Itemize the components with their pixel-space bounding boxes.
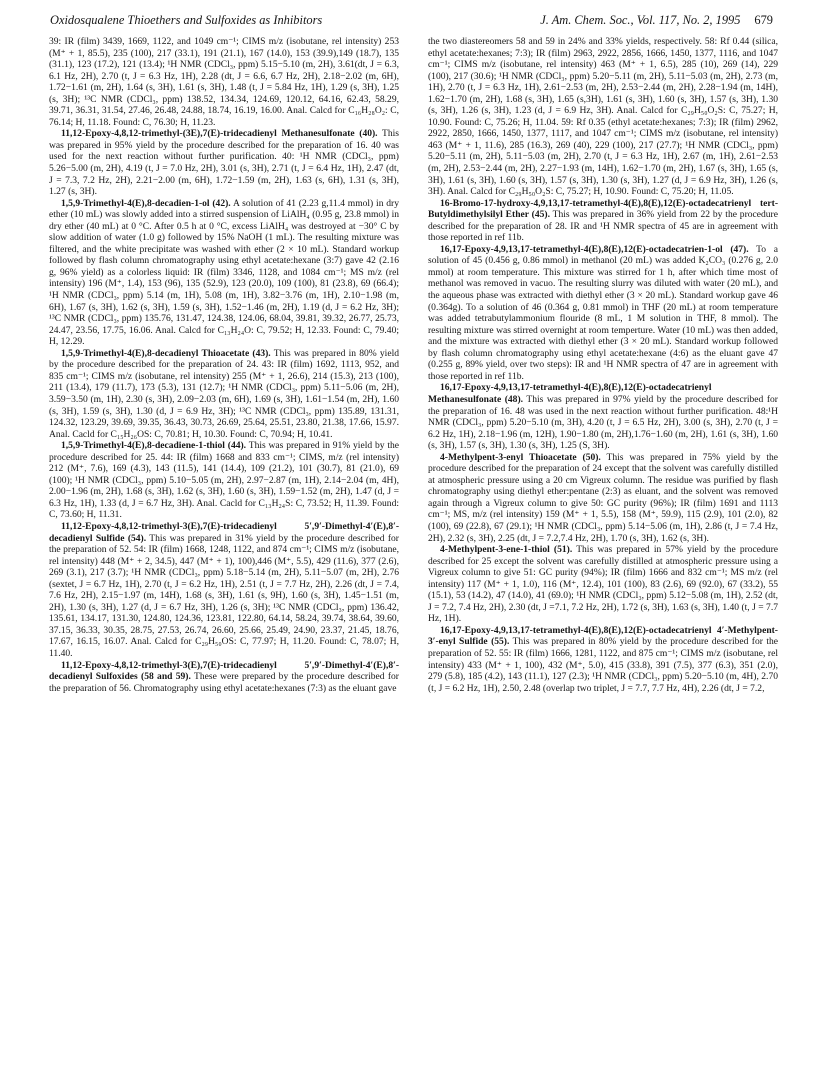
paragraph-heading: 11,12-Epoxy-4,8,12-trimethyl-3(E),7(E)-tridecadienyl 5′,9′-Dimethyl-4′(E),8′-decadienyl Sulfide (54). xyxy=(49,520,399,544)
paragraph-heading: 4-Methylpent-3-ene-1-thiol (51). xyxy=(440,544,573,556)
paragraph xyxy=(428,544,778,625)
paragraph-heading: 16,17-Epoxy-4,9,13,17-tetramethyl-4(E),8(E),12(E)-octadecatrienyl 4′-Methylpent-3′-enyl Sulfide (55). xyxy=(428,624,778,648)
left-column xyxy=(49,36,399,1056)
paragraph xyxy=(49,660,399,695)
paragraph xyxy=(428,244,778,383)
paragraph xyxy=(49,198,399,348)
paragraph-text: This was prepared in 31% yield by the procedure described for the preparation of 52. 54: IR (film) 1668, 1248, 1122, and 874 cm⁻¹; CIMS m/z (isobutane, rel intensity) 448 (M⁺ + 2, 34.5), 447 (M⁺ + 1), 100),446 (M⁺, 5.5), 429 (11.6), 377 (2.6), 269 (3.1), 217 (3.7); ¹H NMR (CDCl₃, ppm) 5.18−5.14 (m, 2H), 5.11−5.07 (m, 2H), 2.76 (sextet, J = 6.7 Hz, 1H), 2.70 (t, J = 6.2 Hz, 1H), 2.51 (t, J = 7.7 Hz, 2H), 2.26 (dt, J = 7.4, 7.6 Hz, 2H), 2.15−1.97 (m, 14H), 1.68 (s, 3H), 1.61 (s, 9H), 1.60 (s, 3H), 1.45−1.51 (m, 2H), 1.30 (s, 3H), 1.27 (d, J = 6.7 Hz, 3H), 1.26 (s, 3H); ¹³C NMR (CDCl₃, ppm) 136.42, 135.61, 134.17, 131.30, 124.80, 124.36, 123.81, 122.80, 64.14, 58.24, 39.74, 38.64, 39.60, 37.15, 36.33, 30.35, 28.75, 27.53, 26.74, 26.60, 25.66, 25.49, 24.90, 23.37, 21.45, 18.76, 17.67, 16.15, 16.07. Anal. Calcd for C₂₉H₅₀OS: C, 77.97; H, 11.20. Found: C, 78.07; H, 11.40. xyxy=(49,532,399,659)
paragraph-text: This was prepared in 36% yield from 22 by the procedure described for the preparation of 28. IR and ¹H NMR spectra of 45 are in agreement with those reported in ref 11b. xyxy=(428,209,778,244)
paragraph-heading: 4-Methylpent-3-enyl Thioacetate (50). xyxy=(440,451,601,463)
paragraph-heading: 11,12-Epoxy-4,8,12-trimethyl-3(E),7(E)-tridecadienyl 5′,9′-Dimethyl-4′(E),8′-decadienyl Sulfoxides (58 and 59). xyxy=(49,659,399,683)
paragraph-text: To a solution of 45 (0.456 g, 0.86 mmol) in methanol (20 mL) was added K₂CO₃ (0.276 g, 2.0 mmol) at room temperature. This mixture was stirred for 1 h, after which time most of methanol was removed in vacuo. The resulting slurry was diluted with water (20 mL), and the aqueous phase was extracted with diethyl ether (3 × 20 mL). Standard workup gave 46 (0.364g). To a solution of 46 (0.364 g, 0.81 mmol) in THF (20 mL) at room temperature was added tetrabutylammonium flouride (8 mL, 1 M solution in THF, 8 mmol). The resulting mixture was stirred overnight at room temperture. Water (10 mL) was then added, and the mixture was extracted with diethyl ether (3 × 20 mL). Standard workup followed by flash column chromatography using ethyl acetate:hexane (4:6) as the eluant gave 47 (0.255 g, 89% yield, over two steps): IR and ¹H NMR spectra of 47 are in agreement with those reported in ref 11b. xyxy=(428,243,778,382)
running-head xyxy=(50,12,773,28)
paragraph xyxy=(49,521,399,660)
paragraph-text: A solution of 41 (2.23 g,11.4 mmol) in dry ether (10 mL) was slowly added into a stirred suspension of LiAlH₄ (0.95 g, 23.8 mmol) in dry ether (40 mL) at 0 °C. After 0.5 h at 0 °C, excess LiAlH₄ was destroyed at −30° C by slow addition of water (1.0 g) followed by 15% NaOH (1 mL). The resulting mixture was filtered, and the white precipitate was washed with ether (2 × 10 mL). Standard workup followed by flash column chromatography using ethyl acetate:hexane (3:7) gave 42 (2.16 g, 96% yield) as a colorless liquid: IR (film) 3346, 1128, and 1084 cm⁻¹; MS m/z (rel intensity) 196 (M⁺, 1.4), 153 (96), 135 (52.9), 123 (20.0), 109 (100), 81 (23.8), 69 (66.4); ¹H NMR (CDCl₃, ppm) 5.14 (m, 1H), 5.08 (m, 1H), 3.82−3.76 (m, 1H), 2.10−1.98 (m, 6H), 1.67 (s, 3H), 1.62 (s, 3H), 1.59 (s, 3H), 1.52−1.46 (m, 2H), 1.19 (d, J = 6.2 Hz, 3H); ¹³C NMR (CDCl₃, ppm) 135.76, 131.47, 124.38, 124.06, 68.04, 39.81, 39.32, 26.77, 25.73, 24.47, 23.56, 17.75, 16.06. Anal. Calcd for C₁₃H₂₄O: C, 79.52; H, 12.33. Found: C, 79.40; H, 12.29. xyxy=(49,197,399,348)
paragraph-text: This was prepared in 75% yield by the procedure described for the preparation of 24 except that the solvent was carefully distilled at atmospheric pressure using a 20 cm Vigreux column. The residue was purified by flash chromatography using diethyl ether:pentane (2:3) as eluant, and the solvent was removed again through a Vigreux column to give 50: GC purity (96%); IR (film) 1691 and 1113 cm⁻¹; MS, m/z (rel intensity) 159 (M⁺ + 1, 5.5), 158 (M⁺, 59.9), 115 (2.9), 101 (2.0), 82 (100), 69 (22.8), 67 (29.1); ¹H NMR (CDCl₃, ppm) 5.14−5.06 (m, 1H), 2.86 (t, J = 7.4 Hz, 2H), 2.32 (s, 3H), 2.25 (dt, J = 7.2,7.4 Hz, 2H), 1.70 (s, 3H), 1.62 (s, 3H). xyxy=(428,451,778,544)
paragraph-heading: 11,12-Epoxy-4,8,12-trimethyl-(3E),7(E)-tridecadienyl Methanesulfonate (40). xyxy=(61,128,378,140)
paragraph xyxy=(428,382,778,451)
paragraph-heading: 1,5,9-Trimethyl-4(E),8-decadien-1-ol (42). xyxy=(61,197,231,209)
paragraph-heading: 16,17-Epoxy-4,9,13,17-tetramethyl-4(E),8(E),12(E)-octadecatrien-1-ol (47). xyxy=(440,243,749,255)
paragraph xyxy=(49,440,399,521)
paragraph-text: This was prepared in 57% yield by the procedure described for 25 except the solvent was carefully distilled at atmospheric pressure using a Vigreux column to give 51: GC purity (94%); IR (film) 1666 and 832 cm⁻¹; MS m/z (rel intensity) 117 (M⁺ + 1, 1.0), 116 (M⁺, 12.4), 101 (100), 83 (2.6), 69 (92.0), 67 (33.2), 55 (15.1), 53 (14.2), 47 (14.0), 41 (69.0); ¹H NMR (CDCl₃, ppm) 5.12−5.08 (m, 1H), 2.52 (dt, J = 7.2, 7.4 Hz, 2H), 2.30 (dt, J =7.1, 7.2 Hz, 2H), 1.72 (s, 3H), 1.63 (s, 3H), 1.40 (t, J = 7.7 Hz, 1H). xyxy=(428,544,778,625)
paragraph xyxy=(428,198,778,244)
paragraph-text: This was prepared in 97% yield by the procedure described for the preparation of 16. 48 was used in the next reaction without further purification. 48:¹H NMR (CDCl₃, ppm) 5.20−5.10 (m, 3H), 4.20 (t, J = 6.5 Hz, 2H), 3.00 (s, 3H), 2.70 (t, J = 6.2 Hz, 1H), 2.18−1.96 (m, 12H), 1.90−1.80 (m, 2H),1.76−1.60 (m, 2H), 1.61 (s, 3H), 1.60 (s, 3H), 1.57 (s, 3H), 1.30 (s, 3H), 1.25 (S, 3H). xyxy=(428,393,778,452)
paragraph xyxy=(428,625,778,694)
paragraph-text: This was prepared in 91% yield by the procedure described for 25. 44: IR (film) 1668 and 833 cm⁻¹; CIMS, m/z (rel intensity) 212 (M⁺, 7.6), 169 (4.3), 143 (11.5), 141 (14.4), 109 (21.2), 101 (30.7), 81 (21.0), 69 (100); ¹H NMR (CDCl₃, ppm) 5.10−5.05 (m, 2H), 2.97−2.87 (m, 1H), 2.14−2.04 (m, 4H), 2.00−1.96 (m, 2H), 1.68 (s, 3H), 1.62 (s, 3H), 1.60 (s, 3H), 1.59−1.52 (m, 2H), 1.47 (d, J = 6.3 Hz, 1H), 1.33 (d, J = 6.7 Hz, 3H). Anal. Cacld for C₁₃H₂₄S: C, 73.52; H, 11.39. Found: C, 73.60; H, 11.31. xyxy=(49,440,399,521)
paragraph-heading: 1,5,9-Trimethyl-4(E),8-decadiene-1-thiol (44). xyxy=(61,440,247,452)
paragraph xyxy=(49,36,399,128)
paragraph xyxy=(428,452,778,544)
paragraph xyxy=(49,128,399,197)
paragraph-text: the two diastereomers 58 and 59 in 24% and 33% yields, respectively. 58: Rf 0.44 (silica, ethyl acetate:hexanes; 7:3); IR (film) 2963, 2922, 2856, 1666, 1450, 1377, 1116, and 1047 cm⁻¹; CIMS m/z (isobutane, rel intensity) 463 (M⁺ + 1, 6.5), 285 (10), 269 (14), 229 (100), 217 (30.6); ¹H NMR (CDCl₃, ppm) 5.20−5.11 (m, 2H), 5.11−5.03 (m, 2H), 2.73 (m, 1H), 2.70 (t, J = 6.3 Hz, 1H), 2.61−2.53 (m, 2H), 2.53−2.44 (m, 2H), 2.28−1.94 (m, 14H), 1.62−1.70 (m, 2H), 1.68 (s, 3H), 1.65 (s,3H), 1.61 (s, 3H), 1.60 (s, 3H), 1.57 (s, 3H), 1.30 (s, 3H), 1.26 (s, 3H), 1.23 (d, J = 6.9 Hz, 3H). Anal. Calcd for C₂₉H₅₀O₂S: C, 75.27; H, 10.90. Found: C, 75.26; H, 11.04. 59: Rf 0.35 (ethyl acetate:hexanes; 7:3); IR (film) 2962, 2922, 2850, 1666, 1450, 1377, 1117, and 1047 cm⁻¹; CIMS m/z (isobutane, rel intensity) 463 (M⁺ + 1, 11.6), 285 (16.3), 269 (40), 229 (100), 217 (27.7); ¹H NMR (CDCl₃, ppm) 5.20−5.11 (m, 2H), 5.11−5.03 (m, 2H), 2.70 (t, J = 6.3 Hz, 1H), 2.67 (m, 1H), 2.61−2.53 (m, 2H), 2.53−2.44 (m, 2H), 2.27−1.93 (m, 14H), 1.62−1.70 (m, 2H), 1.67 (s, 3H), 1.65 (s, 3H), 1.61 (s, 3H), 1.60 (s, 3H), 1.57 (s, 3H), 1.30 (s, 3H), 1.27 (d, J = 6.9 Hz, 3H), 1.26 (s, 3H). Anal. Calcd for C₂₉H₅₀O₂S: C, 75.27; H, 10.90. Found: C, 75.20; H, 11.05. xyxy=(428,36,778,198)
citation-text: J. Am. Chem. Soc., Vol. 117, No. 2, 1995 xyxy=(540,13,741,27)
paragraph-heading: 16-Bromo-17-hydroxy-4,9,13,17-tetramethyl-4(E),8(E),12(E)-octadecatrienyl tert-Butyldimethylsilyl Ether (45). xyxy=(428,197,778,221)
journal-article-title: Oxidosqualene Thioethers and Sulfoxides as Inhibitors xyxy=(50,13,323,27)
journal-citation xyxy=(540,12,773,28)
paragraph-heading: 1,5,9-Trimethyl-4(E),8-decadienyl Thioacetate (43). xyxy=(61,347,271,359)
paragraph-text: This was prepared in 95% yield by the procedure described for the preparation of 16. 40 was used for the next reaction without further purification. 40: ¹H NMR (CDCl₃, ppm) 5.26−5.00 (m, 2H), 4.19 (t, J = 7.0 Hz, 2H), 3.01 (s, 3H), 2.71 (t, J = 6.4 Hz, 1H), 2.47 (dt, J = 7.3, 7.2 Hz, 2H), 2.21−2.00 (m, 6H), 1.72−1.59 (m, 2H), 1.63 (s, 6H), 1.31 (s, 3H), 1.27 (s, 3H). xyxy=(49,128,399,198)
paragraph-heading: 16,17-Epoxy-4,9,13,17-tetramethyl-4(E),8(E),12(E)-octadecatrienyl Methanesulfonate (48). xyxy=(428,382,712,405)
paragraph-text: These were prepared by the procedure described for the preparation of 56. Chromatography using ethyl acetate:hexanes (7:3) as the eluant gave xyxy=(49,671,399,694)
paragraph-text: 39: IR (film) 3439, 1669, 1122, and 1049 cm⁻¹; CIMS m/z (isobutane, rel intensity) 253 (M⁺ + 1, 85.5), 235 (100), 217 (33.1), 191 (21.1), 167 (14.0), 153 (39.9),149 (18.7), 135 (31.1), 123 (17.2), 121 (13.4); ¹H NMR (CDCl₃, ppm) 5.15−5.10 (m, 2H), 3.61(dt, J = 6.3, 6.1 Hz, 2H), 2.70 (t, J = 6.3 Hz, 1H), 2.28 (dt, J = 6.6, 6.7 Hz, 2H), 2.18−2.02 (m, 6H), 1.72−1.61 (m, 2H), 1.64 (s, 3H), 1.61 (s, 3H), 1.48 (t, J = 5.84 Hz, 1H), 1.29 (s, 3H), 1.25 (s, 3H); ¹³C NMR (CDCl₃, ppm) 138.52, 134.34, 124.69, 120.12, 64.16, 62.43, 58.29, 39.71, 36.31, 31.54, 27.46, 26.48, 24.88, 18.74, 16.19, 16.00. Anal. Calcd for C₁₆H₂₈O₂: C, 76.14; H, 11.18. Found: C, 76.30; H, 11.23. xyxy=(49,36,399,128)
paragraph-text: This was prepared in 80% yield by the procedure described for the preparation of 52. 55: IR (film) 1666, 1281, 1122, and 875 cm⁻¹; CIMS m/z (isobutane, rel intensity) 433 (M⁺ + 1, 100), 432 (M⁺, 5.0), 415 (33.8), 391 (7.5), 377 (6.3), 351 (2.0), 279 (5.8), 185 (4.2), 143 (11.1), 127 (2.3); ¹H NMR (CDCl₃, ppm) 5.20−5.10 (m, 4H), 2.70 (t, J = 6.2 Hz, 1H), 2.50, 2.48 (overlap two triplet, J = 7.7, 7.7 Hz, 4H), 2.26 (dt, J = 7.2, xyxy=(428,636,778,694)
paragraph xyxy=(428,36,778,198)
paragraph xyxy=(49,348,399,440)
right-column xyxy=(428,36,778,1056)
paragraph-text: This was prepared in 80% yield by the procedure described for the preparation of 24. 43: IR (film) 1692, 1113, 952, and 835 cm⁻¹; CIMS m/z (isobutane, rel intensity) 255 (M⁺ + 1, 26.6), 214 (15.3), 213 (100), 211 (13.4), 179 (11.7), 173 (5.3), 131 (12.7); ¹H NMR (CDCl₃, ppm) 5.11−5.06 (m, 2H), 3.59−3.50 (m, 1H), 2.30 (s, 3H), 2.09−2.03 (m, 6H), 1.69 (s, 3H), 1.61−1.54 (m, 2H), 1.60 (s, 3H), 1.59 (s, 3H), 1.30 (d, J = 6.9 Hz, 3H); ¹³C NMR (CDCl₃, ppm) 135.89, 131.31, 124.32, 123.29, 39.69, 39.35, 36.43, 30.73, 26.69, 25.64, 25.51, 23.80, 21.38, 17.66, 15.97. Anal. Cacld for C₁₅H₂₆OS: C, 70.81; H, 10.30. Found: C, 70.94; H, 10.41. xyxy=(49,347,399,440)
page-number: 679 xyxy=(754,13,773,27)
